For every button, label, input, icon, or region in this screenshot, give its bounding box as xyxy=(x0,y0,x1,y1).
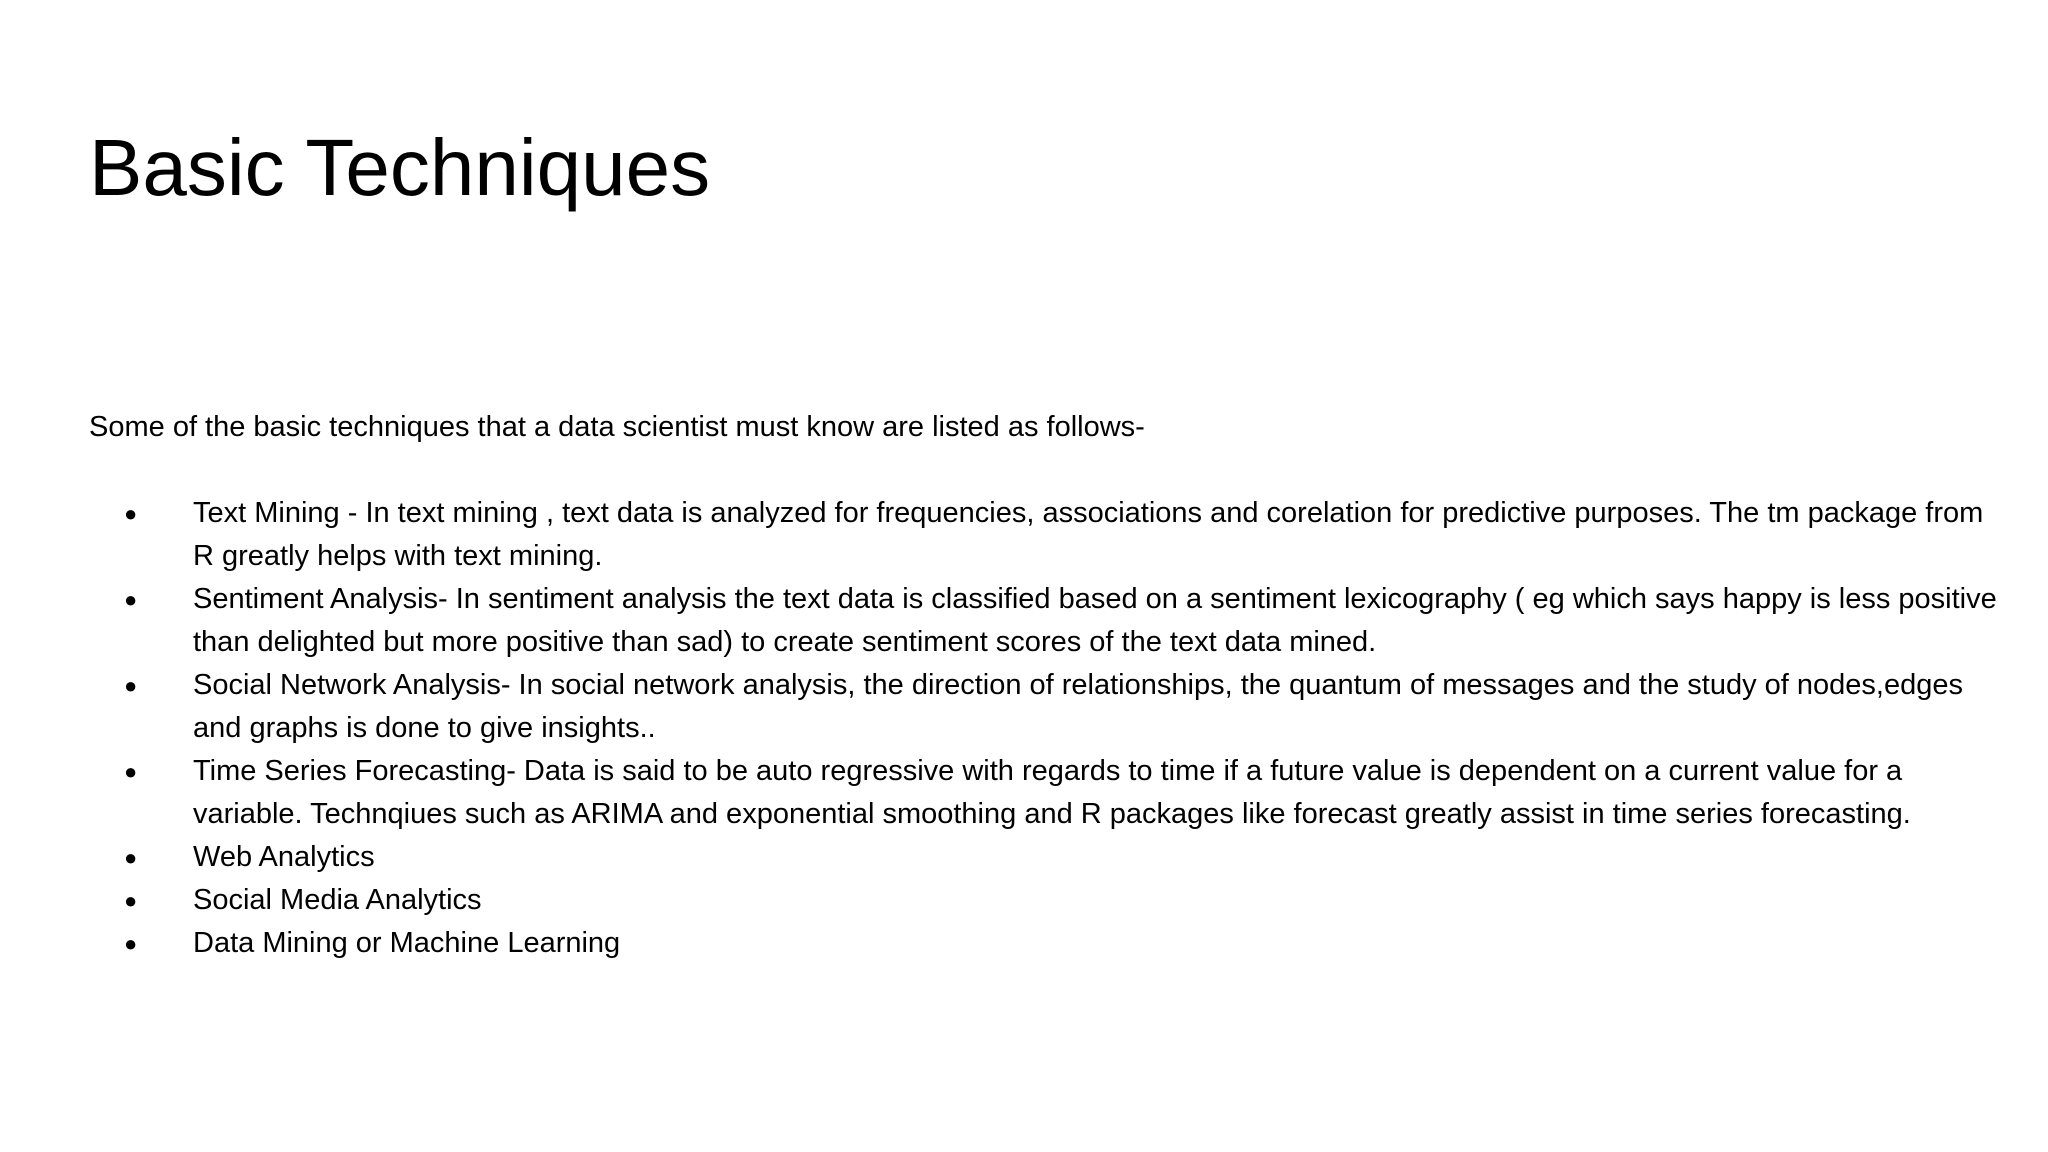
bullet-icon: ● xyxy=(124,845,138,870)
bullet-item-data-mining xyxy=(89,922,1999,965)
bullet-text: Web Analytics xyxy=(193,841,375,873)
bullet-list xyxy=(89,492,1999,965)
bullet-text: Social Media Analytics xyxy=(193,884,482,916)
bullet-icon: ● xyxy=(124,759,138,784)
paragraph-spacer xyxy=(89,449,1999,492)
bullet-icon: ● xyxy=(124,888,138,913)
bullet-item-sentiment-analysis xyxy=(89,578,1999,664)
bullet-text: Text Mining - In text mining , text data is analyzed for frequencies, associations and corelation for predictive purposes. The tm package from R greatly helps with text mining. xyxy=(193,497,1984,572)
bullet-text: Data Mining or Machine Learning xyxy=(193,927,621,959)
bullet-item-web-analytics xyxy=(89,836,1999,879)
bullet-text: Time Series Forecasting- Data is said to be auto regressive with regards to time if a future value is dependent on a current value for a variable. Technqiues such as ARIMA and exponential smoothing and R packages like forecast greatly assist in time series forecasting. xyxy=(193,755,1911,830)
bullet-item-text-mining xyxy=(89,492,1999,578)
bullet-icon: ● xyxy=(124,501,138,526)
slide-body xyxy=(89,406,1999,965)
bullet-icon: ● xyxy=(124,931,138,956)
bullet-icon: ● xyxy=(124,587,138,612)
bullet-icon: ● xyxy=(124,673,138,698)
intro-text: Some of the basic techniques that a data scientist must know are listed as follows- xyxy=(89,411,1145,443)
bullet-text: Social Network Analysis- In social network analysis, the direction of relationships, the quantum of messages and the study of nodes,edges and graphs is done to give insights.. xyxy=(193,669,1963,744)
bullet-text: Sentiment Analysis- In sentiment analysis the text data is classified based on a sentiment lexicography ( eg which says happy is less positive than delighted but more positive than sad) to create sentiment scores of the text data mined. xyxy=(193,583,1997,658)
bullet-item-time-series-forecasting xyxy=(89,750,1999,836)
bullet-item-social-media-analytics xyxy=(89,879,1999,922)
bullet-item-social-network-analysis xyxy=(89,664,1999,750)
slide-title: Basic Techniques xyxy=(89,123,711,212)
